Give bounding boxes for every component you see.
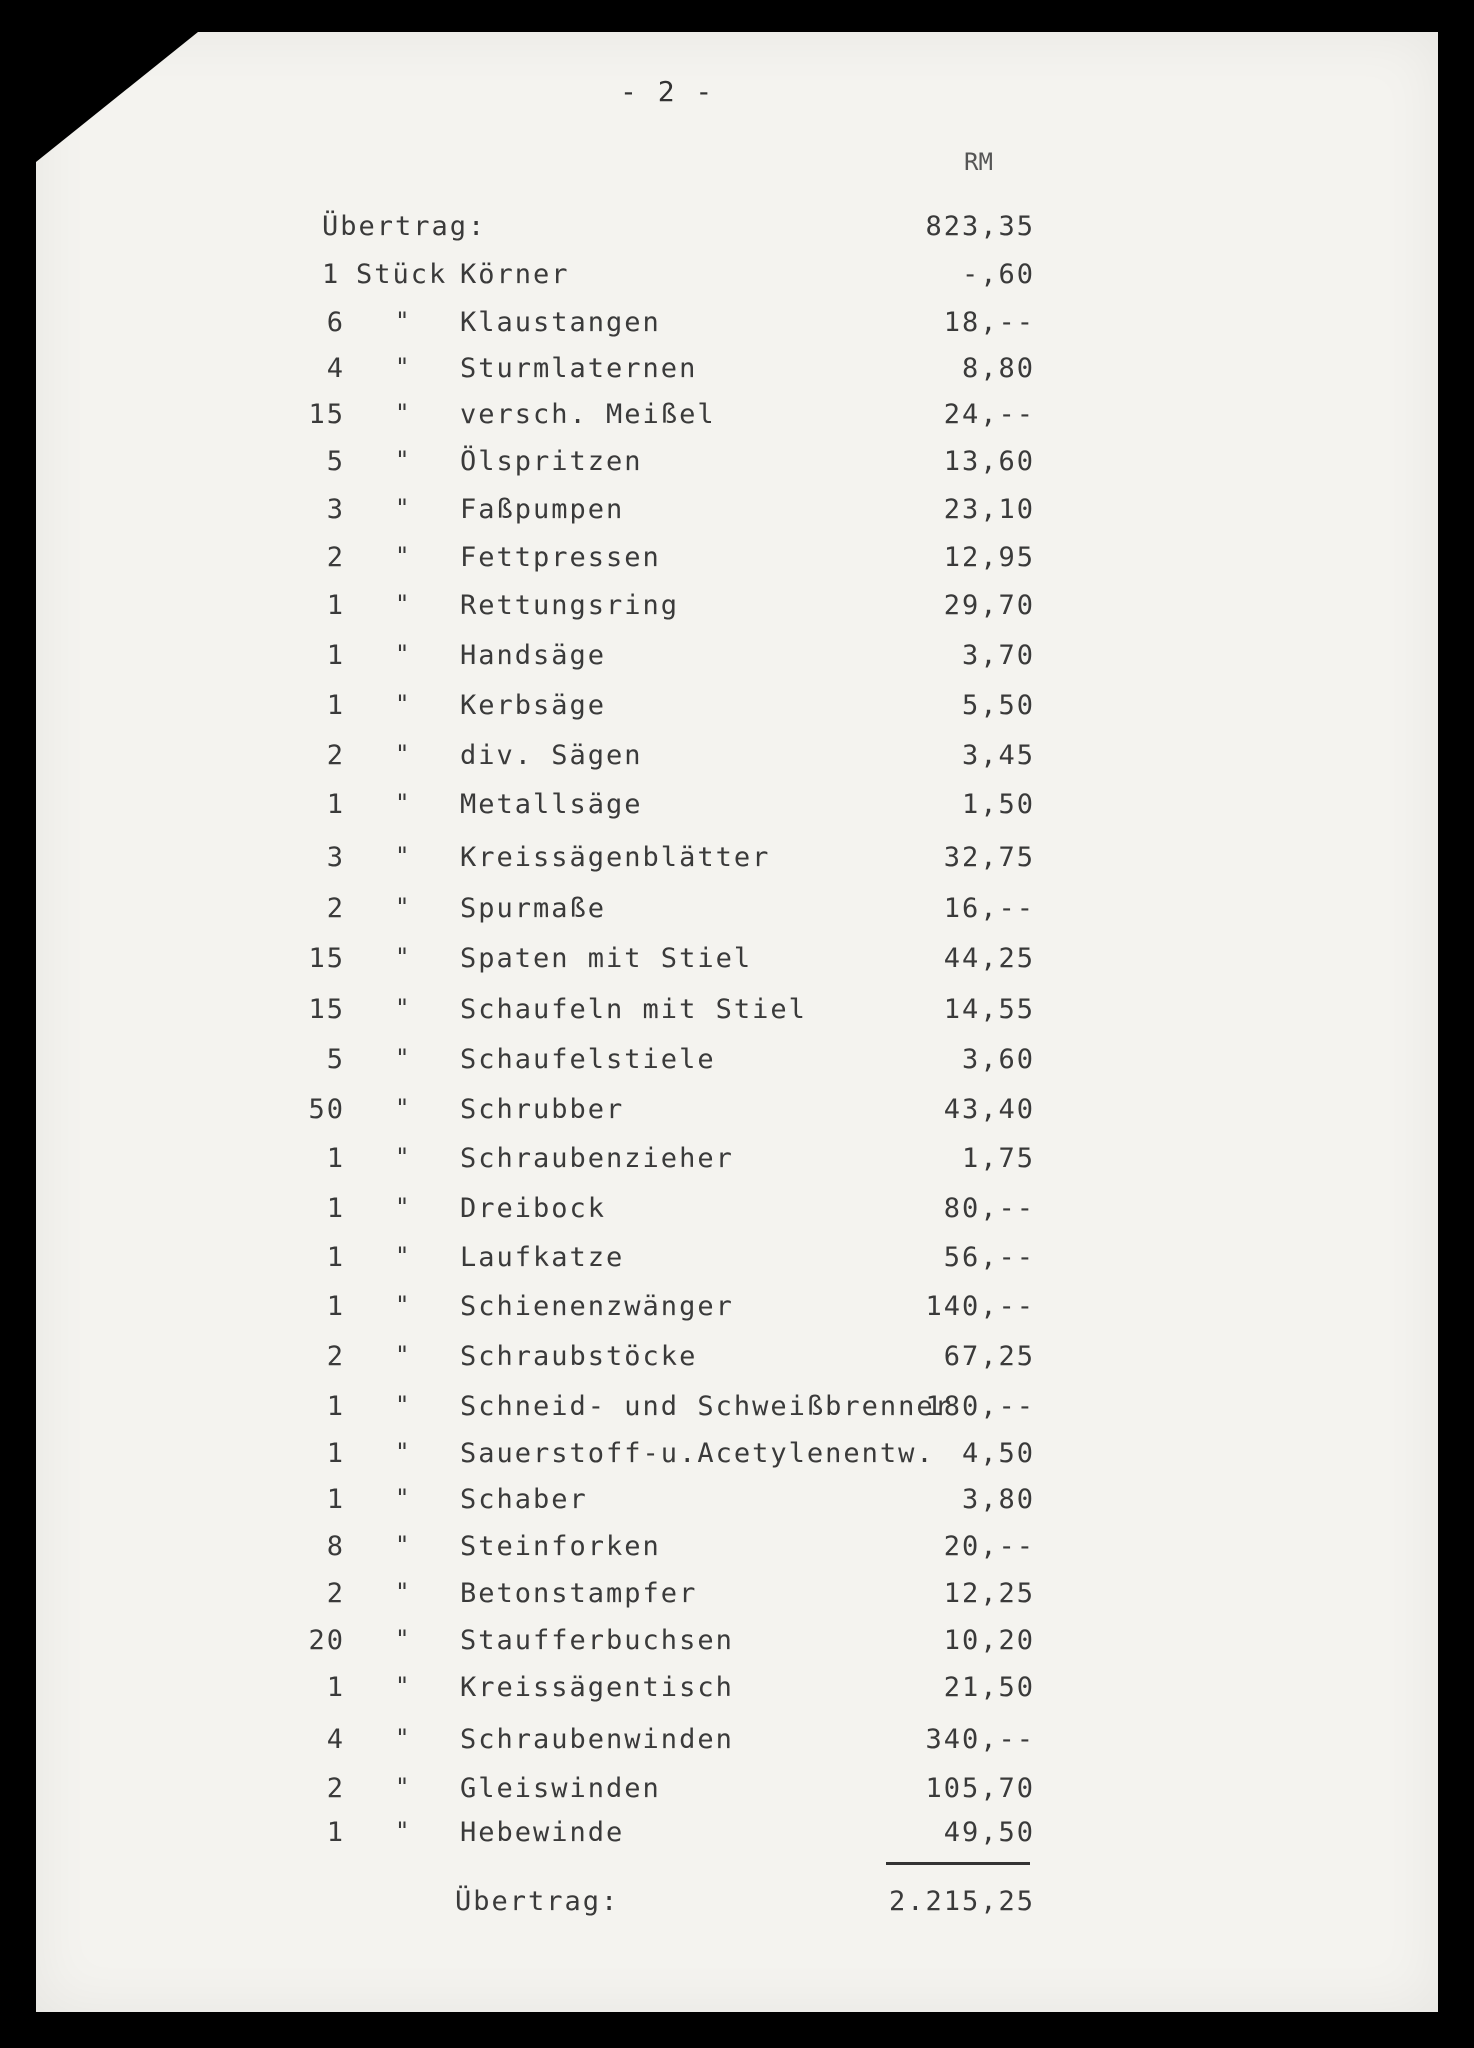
carry-in-label: Übertrag: — [322, 211, 487, 242]
item-amount: 29,70 — [943, 590, 1035, 621]
item-qty: 1 — [326, 1438, 345, 1469]
item-amount: 3,45 — [961, 740, 1035, 771]
item-ditto-mark: " — [395, 590, 412, 618]
item-qty: 1 — [326, 1817, 345, 1848]
sum-underline — [886, 1862, 1030, 1865]
currency-header: RM — [964, 148, 993, 176]
item-description: Dreibock — [460, 1193, 607, 1224]
page-number: - 2 - — [620, 75, 715, 108]
item-qty: 50 — [308, 1094, 345, 1125]
item-amount: 20,-- — [943, 1531, 1035, 1562]
first-item-unit: Stück — [356, 259, 448, 290]
item-ditto-mark: " — [395, 542, 412, 570]
item-description: Schraubstöcke — [460, 1341, 698, 1372]
item-ditto-mark: " — [395, 1193, 412, 1221]
item-qty: 15 — [308, 943, 345, 974]
item-description: Kerbsäge — [460, 690, 607, 721]
item-ditto-mark: " — [395, 1438, 412, 1466]
item-description: Klaustangen — [460, 307, 661, 338]
item-description: Schienenzwänger — [460, 1291, 734, 1322]
item-amount: 10,20 — [943, 1625, 1035, 1656]
item-description: Laufkatze — [460, 1242, 625, 1273]
item-qty: 2 — [326, 1341, 345, 1372]
item-ditto-mark: " — [395, 1143, 412, 1171]
item-amount: 3,80 — [961, 1484, 1035, 1515]
item-amount: 8,80 — [961, 353, 1035, 384]
item-ditto-mark: " — [395, 640, 412, 668]
item-qty: 1 — [326, 1391, 345, 1422]
item-ditto-mark: " — [395, 994, 412, 1022]
item-ditto-mark: " — [395, 307, 412, 335]
item-description: Sturmlaternen — [460, 353, 698, 384]
item-qty: 6 — [326, 307, 345, 338]
item-amount: 32,75 — [943, 842, 1035, 873]
item-qty: 1 — [326, 590, 345, 621]
item-ditto-mark: " — [395, 1531, 412, 1559]
item-amount: 43,40 — [943, 1094, 1035, 1125]
item-description: Spurmaße — [460, 893, 607, 924]
item-description: Rettungsring — [460, 590, 680, 621]
item-ditto-mark: " — [395, 1817, 412, 1845]
item-description: Handsäge — [460, 640, 607, 671]
item-description: Schraubenwinden — [460, 1724, 734, 1755]
item-description: Sauerstoff-u.Acetylenentw. — [460, 1438, 935, 1469]
item-ditto-mark: " — [395, 1094, 412, 1122]
item-ditto-mark: " — [395, 1578, 412, 1606]
item-ditto-mark: " — [395, 1044, 412, 1072]
item-ditto-mark: " — [395, 1391, 412, 1419]
item-amount: 24,-- — [943, 399, 1035, 430]
item-amount: 80,-- — [943, 1193, 1035, 1224]
item-ditto-mark: " — [395, 1484, 412, 1512]
item-description: Hebewinde — [460, 1817, 625, 1848]
item-ditto-mark: " — [395, 740, 412, 768]
item-ditto-mark: " — [395, 842, 412, 870]
item-amount: 5,50 — [961, 690, 1035, 721]
item-description: Steinforken — [460, 1531, 661, 1562]
item-ditto-mark: " — [395, 1724, 412, 1752]
item-qty: 20 — [308, 1625, 345, 1656]
item-qty: 2 — [326, 1773, 345, 1804]
item-amount: 49,50 — [943, 1817, 1035, 1848]
item-amount: 44,25 — [943, 943, 1035, 974]
item-description: Spaten mit Stiel — [460, 943, 753, 974]
carry-in-amount: 823,35 — [925, 211, 1035, 242]
item-description: Schaufeln mit Stiel — [460, 994, 807, 1025]
item-description: Gleiswinden — [460, 1773, 661, 1804]
item-amount: 21,50 — [943, 1672, 1035, 1703]
item-ditto-mark: " — [395, 353, 412, 381]
item-description: Schneid- und Schweißbrenner — [460, 1391, 953, 1422]
item-description: Schraubenzieher — [460, 1143, 734, 1174]
item-amount: 340,-- — [925, 1724, 1035, 1755]
item-qty: 2 — [326, 893, 345, 924]
item-qty: 2 — [326, 740, 345, 771]
item-description: Metallsäge — [460, 789, 643, 820]
item-amount: 23,10 — [943, 494, 1035, 525]
item-ditto-mark: " — [395, 494, 412, 522]
item-description: Schrubber — [460, 1094, 625, 1125]
item-ditto-mark: " — [395, 893, 412, 921]
carry-out-label: Übertrag: — [455, 1886, 620, 1917]
item-description: Faßpumpen — [460, 494, 625, 525]
item-ditto-mark: " — [395, 1291, 412, 1319]
item-qty: 2 — [326, 542, 345, 573]
item-ditto-mark: " — [395, 789, 412, 817]
item-qty: 1 — [326, 1672, 345, 1703]
item-description: Schaber — [460, 1484, 588, 1515]
item-description: Fettpressen — [460, 542, 661, 573]
item-ditto-mark: " — [395, 1242, 412, 1270]
item-ditto-mark: " — [395, 1341, 412, 1369]
item-amount: 13,60 — [943, 446, 1035, 477]
item-description: Staufferbuchsen — [460, 1625, 734, 1656]
item-ditto-mark: " — [395, 943, 412, 971]
first-item-qty: 1 — [322, 259, 341, 290]
item-ditto-mark: " — [395, 690, 412, 718]
item-amount: 14,55 — [943, 994, 1035, 1025]
item-amount: 180,-- — [925, 1391, 1035, 1422]
item-ditto-mark: " — [395, 1672, 412, 1700]
item-ditto-mark: " — [395, 1773, 412, 1801]
item-amount: 56,-- — [943, 1242, 1035, 1273]
item-qty: 15 — [308, 994, 345, 1025]
item-amount: 4,50 — [961, 1438, 1035, 1469]
item-qty: 2 — [326, 1578, 345, 1609]
item-ditto-mark: " — [395, 446, 412, 474]
item-qty: 1 — [326, 1484, 345, 1515]
carry-out-amount: 2.215,25 — [888, 1886, 1035, 1917]
item-amount: 3,60 — [961, 1044, 1035, 1075]
item-qty: 15 — [308, 399, 345, 430]
item-amount: 12,25 — [943, 1578, 1035, 1609]
item-qty: 3 — [326, 494, 345, 525]
item-description: versch. Meißel — [460, 399, 716, 430]
first-item-amount: -,60 — [961, 259, 1035, 290]
item-amount: 1,75 — [961, 1143, 1035, 1174]
item-qty: 3 — [326, 842, 345, 873]
item-qty: 4 — [326, 1724, 345, 1755]
item-qty: 1 — [326, 1291, 345, 1322]
item-qty: 1 — [326, 1143, 345, 1174]
item-ditto-mark: " — [395, 399, 412, 427]
item-qty: 4 — [326, 353, 345, 384]
item-amount: 16,-- — [943, 893, 1035, 924]
item-amount: 12,95 — [943, 542, 1035, 573]
item-qty: 5 — [326, 446, 345, 477]
item-qty: 1 — [326, 640, 345, 671]
item-amount: 3,70 — [961, 640, 1035, 671]
item-qty: 5 — [326, 1044, 345, 1075]
item-qty: 8 — [326, 1531, 345, 1562]
item-amount: 18,-- — [943, 307, 1035, 338]
item-description: Kreissägenblätter — [460, 842, 771, 873]
item-amount: 140,-- — [925, 1291, 1035, 1322]
item-amount: 1,50 — [961, 789, 1035, 820]
item-description: div. Sägen — [460, 740, 643, 771]
item-ditto-mark: " — [395, 1625, 412, 1653]
item-qty: 1 — [326, 1193, 345, 1224]
item-qty: 1 — [326, 1242, 345, 1273]
item-description: Ölspritzen — [460, 446, 643, 477]
item-amount: 67,25 — [943, 1341, 1035, 1372]
item-qty: 1 — [326, 690, 345, 721]
first-item-desc: Körner — [460, 259, 570, 290]
item-qty: 1 — [326, 789, 345, 820]
item-description: Kreissägentisch — [460, 1672, 734, 1703]
item-description: Betonstampfer — [460, 1578, 698, 1609]
item-amount: 105,70 — [925, 1773, 1035, 1804]
item-description: Schaufelstiele — [460, 1044, 716, 1075]
